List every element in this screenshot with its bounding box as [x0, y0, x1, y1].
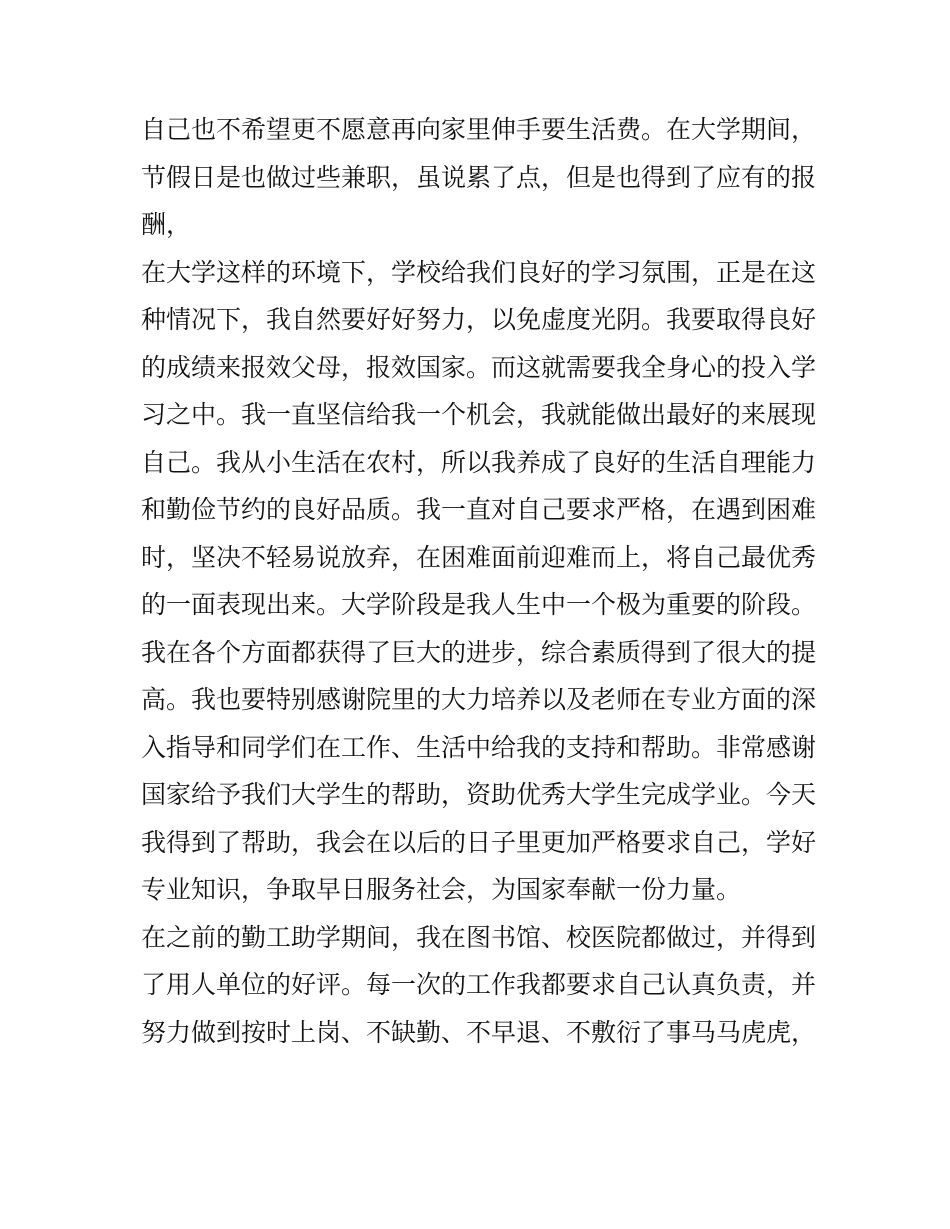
- text-line: 节假日是也做过些兼职，虽说累了点，但是也得到了应有的报: [141, 162, 817, 192]
- text-line: 我在各个方面都获得了巨大的进步，综合素质得到了很大的提: [141, 637, 817, 667]
- text-line: 酬，: [141, 210, 192, 239]
- text-line: 种情况下，我自然要好好努力，以免虚度光阴。我要取得良好: [141, 305, 817, 334]
- text-line: 高。我也要特别感谢院里的大力培养以及老师在专业方面的深: [141, 685, 817, 714]
- body-text: [141, 106, 817, 1056]
- text-line: 的成绩来报效父母，报效国家。而这就需要我全身心的投入学: [141, 352, 817, 382]
- text-line: 入指导和同学们在工作、生活中给我的支持和帮助。非常感谢: [141, 732, 817, 762]
- text-line: 在大学这样的环境下，学校给我们良好的学习氛围，正是在这: [141, 257, 817, 287]
- text-line: 我得到了帮助，我会在以后的日子里更加严格要求自己，学好: [141, 827, 817, 857]
- text-line: 和勤俭节约的良好品质。我一直对自己要求严格，在遇到困难: [141, 495, 817, 524]
- text-line: 自己也不希望更不愿意再向家里伸手要生活费。在大学期间，: [141, 115, 817, 144]
- text-line: 在之前的勤工助学期间，我在图书馆、校医院都做过，并得到: [141, 922, 817, 952]
- text-line: 了用人单位的好评。每一次的工作我都要求自己认真负责，并: [141, 970, 817, 999]
- text-line: 努力做到按时上岗、不缺勤、不早退、不敷衍了事马马虎虎，: [141, 1017, 817, 1047]
- text-line: 习之中。我一直坚信给我一个机会，我就能做出最好的来展现: [141, 400, 817, 429]
- text-line: 时，坚决不轻易说放弃，在困难面前迎难而上，将自己最优秀: [141, 542, 817, 572]
- text-line: 自己。我从小生活在农村，所以我养成了良好的生活自理能力: [141, 447, 817, 477]
- text-line: 国家给予我们大学生的帮助，资助优秀大学生完成学业。今天: [141, 780, 817, 809]
- text-line: 专业知识，争取早日服务社会，为国家奉献一份力量。: [141, 875, 742, 904]
- text-line: 的一面表现出来。大学阶段是我人生中一个极为重要的阶段。: [141, 590, 817, 619]
